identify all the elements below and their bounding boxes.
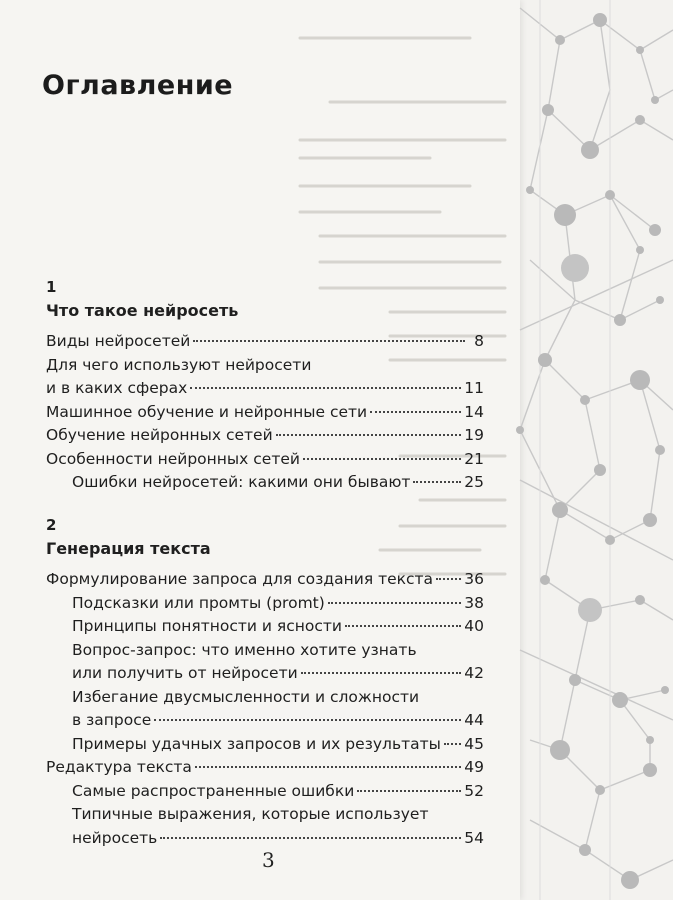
entry-text: Подсказки или промты (promt) — [72, 593, 325, 612]
entry-text: Машинное обучение и нейронные сети — [46, 402, 368, 421]
entry-page-number: 54 — [464, 828, 484, 847]
dot-leader — [193, 340, 465, 342]
entry-text: Самые распространенные ошибки — [72, 781, 355, 800]
dot-leader — [190, 387, 461, 389]
toc-entry[interactable] — [46, 615, 484, 639]
entry-text: или получить от нейросети — [72, 664, 298, 682]
entry-text: Примеры удачных запросов и их результаты — [72, 734, 441, 753]
entry-text-line: Типичные выражения, которые использует — [72, 805, 429, 823]
section-title: Что такое нейросеть — [46, 301, 239, 320]
entry-row — [46, 756, 484, 780]
entry-text-line: Для чего используют нейросети — [46, 355, 312, 374]
dot-leader — [357, 790, 461, 792]
dot-leader — [195, 766, 461, 768]
entry-text-line: Вопрос-запрос: что именно хотите узнать — [72, 640, 417, 659]
toc-entry[interactable] — [46, 401, 484, 425]
entry-text: Виды нейросетей — [46, 332, 191, 350]
toc-entry[interactable] — [46, 424, 484, 448]
entry-text: и в каких сферах — [46, 379, 188, 397]
entry-page-number: 40 — [464, 617, 484, 635]
toc-entry[interactable] — [46, 686, 484, 733]
dot-leader — [276, 434, 462, 436]
toc-entry[interactable] — [46, 733, 484, 757]
section-title: Генерация текста — [46, 539, 211, 558]
entry-page-number: 25 — [464, 473, 484, 491]
toc-entry[interactable] — [46, 756, 484, 780]
network-edges — [520, 0, 673, 900]
entry-text-line: Избегание двусмысленности и сложности — [72, 687, 420, 706]
entry-row — [46, 401, 484, 425]
section-number: 2 — [46, 516, 57, 534]
entry-text: Особенности нейронных сетей — [46, 449, 300, 468]
toc-entry[interactable] — [46, 354, 484, 401]
network-nodes — [516, 13, 669, 889]
entry-page-number: 19 — [464, 426, 484, 444]
dot-leader — [444, 743, 461, 745]
entry-text: нейросеть — [72, 828, 158, 847]
toc-section — [46, 514, 484, 850]
entry-text: Ошибки нейросетей: какими они бывают — [72, 473, 411, 491]
entry-row — [72, 471, 484, 495]
dot-leader — [370, 411, 461, 413]
dot-leader — [154, 719, 461, 721]
entry-page-number: 44 — [464, 711, 484, 729]
entry-page-number: 42 — [464, 664, 484, 682]
dot-leader — [413, 481, 461, 483]
toc-title: Оглавление — [42, 70, 234, 101]
entry-row — [72, 827, 484, 851]
entry-row — [72, 709, 484, 733]
entry-page-number: 21 — [464, 449, 484, 468]
entry-row — [46, 330, 484, 354]
entry-row — [72, 780, 484, 804]
entry-page-number: 38 — [464, 593, 484, 612]
entry-row — [46, 448, 484, 472]
dot-leader — [301, 672, 462, 674]
page-number: 3 — [262, 848, 275, 872]
entry-text: Редактура текста — [46, 758, 192, 776]
toc-entry[interactable] — [46, 330, 484, 354]
entry-row — [72, 615, 484, 639]
entry-row — [46, 424, 484, 448]
entry-row — [46, 377, 484, 401]
entry-page-number: 14 — [464, 402, 484, 421]
section-number: 1 — [46, 278, 57, 296]
toc-entry[interactable] — [46, 639, 484, 686]
toc-entry[interactable] — [46, 803, 484, 850]
toc-section — [46, 276, 484, 495]
dot-leader — [345, 625, 461, 627]
entry-page-number: 52 — [464, 781, 484, 800]
entry-text: в запросе — [72, 711, 152, 729]
dot-leader — [160, 837, 461, 839]
toc-entry[interactable] — [46, 471, 484, 495]
entry-page-number: 45 — [464, 734, 484, 753]
entry-page-number: 11 — [464, 379, 484, 397]
entry-row — [72, 592, 484, 616]
entry-page-number: 49 — [464, 758, 484, 776]
entry-text: Принципы понятности и ясности — [72, 617, 342, 635]
toc-entry[interactable] — [46, 568, 484, 592]
dot-leader — [436, 578, 461, 580]
dot-leader — [303, 458, 461, 460]
entry-page-number: 8 — [474, 332, 484, 350]
entry-page-number: 36 — [464, 570, 484, 588]
entry-row — [46, 568, 484, 592]
dot-leader — [328, 602, 461, 604]
entry-row — [72, 662, 484, 686]
entry-row — [72, 733, 484, 757]
entry-text: Формулирование запроса для создания текста — [46, 570, 434, 588]
toc-entry[interactable] — [46, 448, 484, 472]
toc-entry[interactable] — [46, 592, 484, 616]
entry-text: Обучение нейронных сетей — [46, 426, 273, 444]
toc-entry[interactable] — [46, 780, 484, 804]
